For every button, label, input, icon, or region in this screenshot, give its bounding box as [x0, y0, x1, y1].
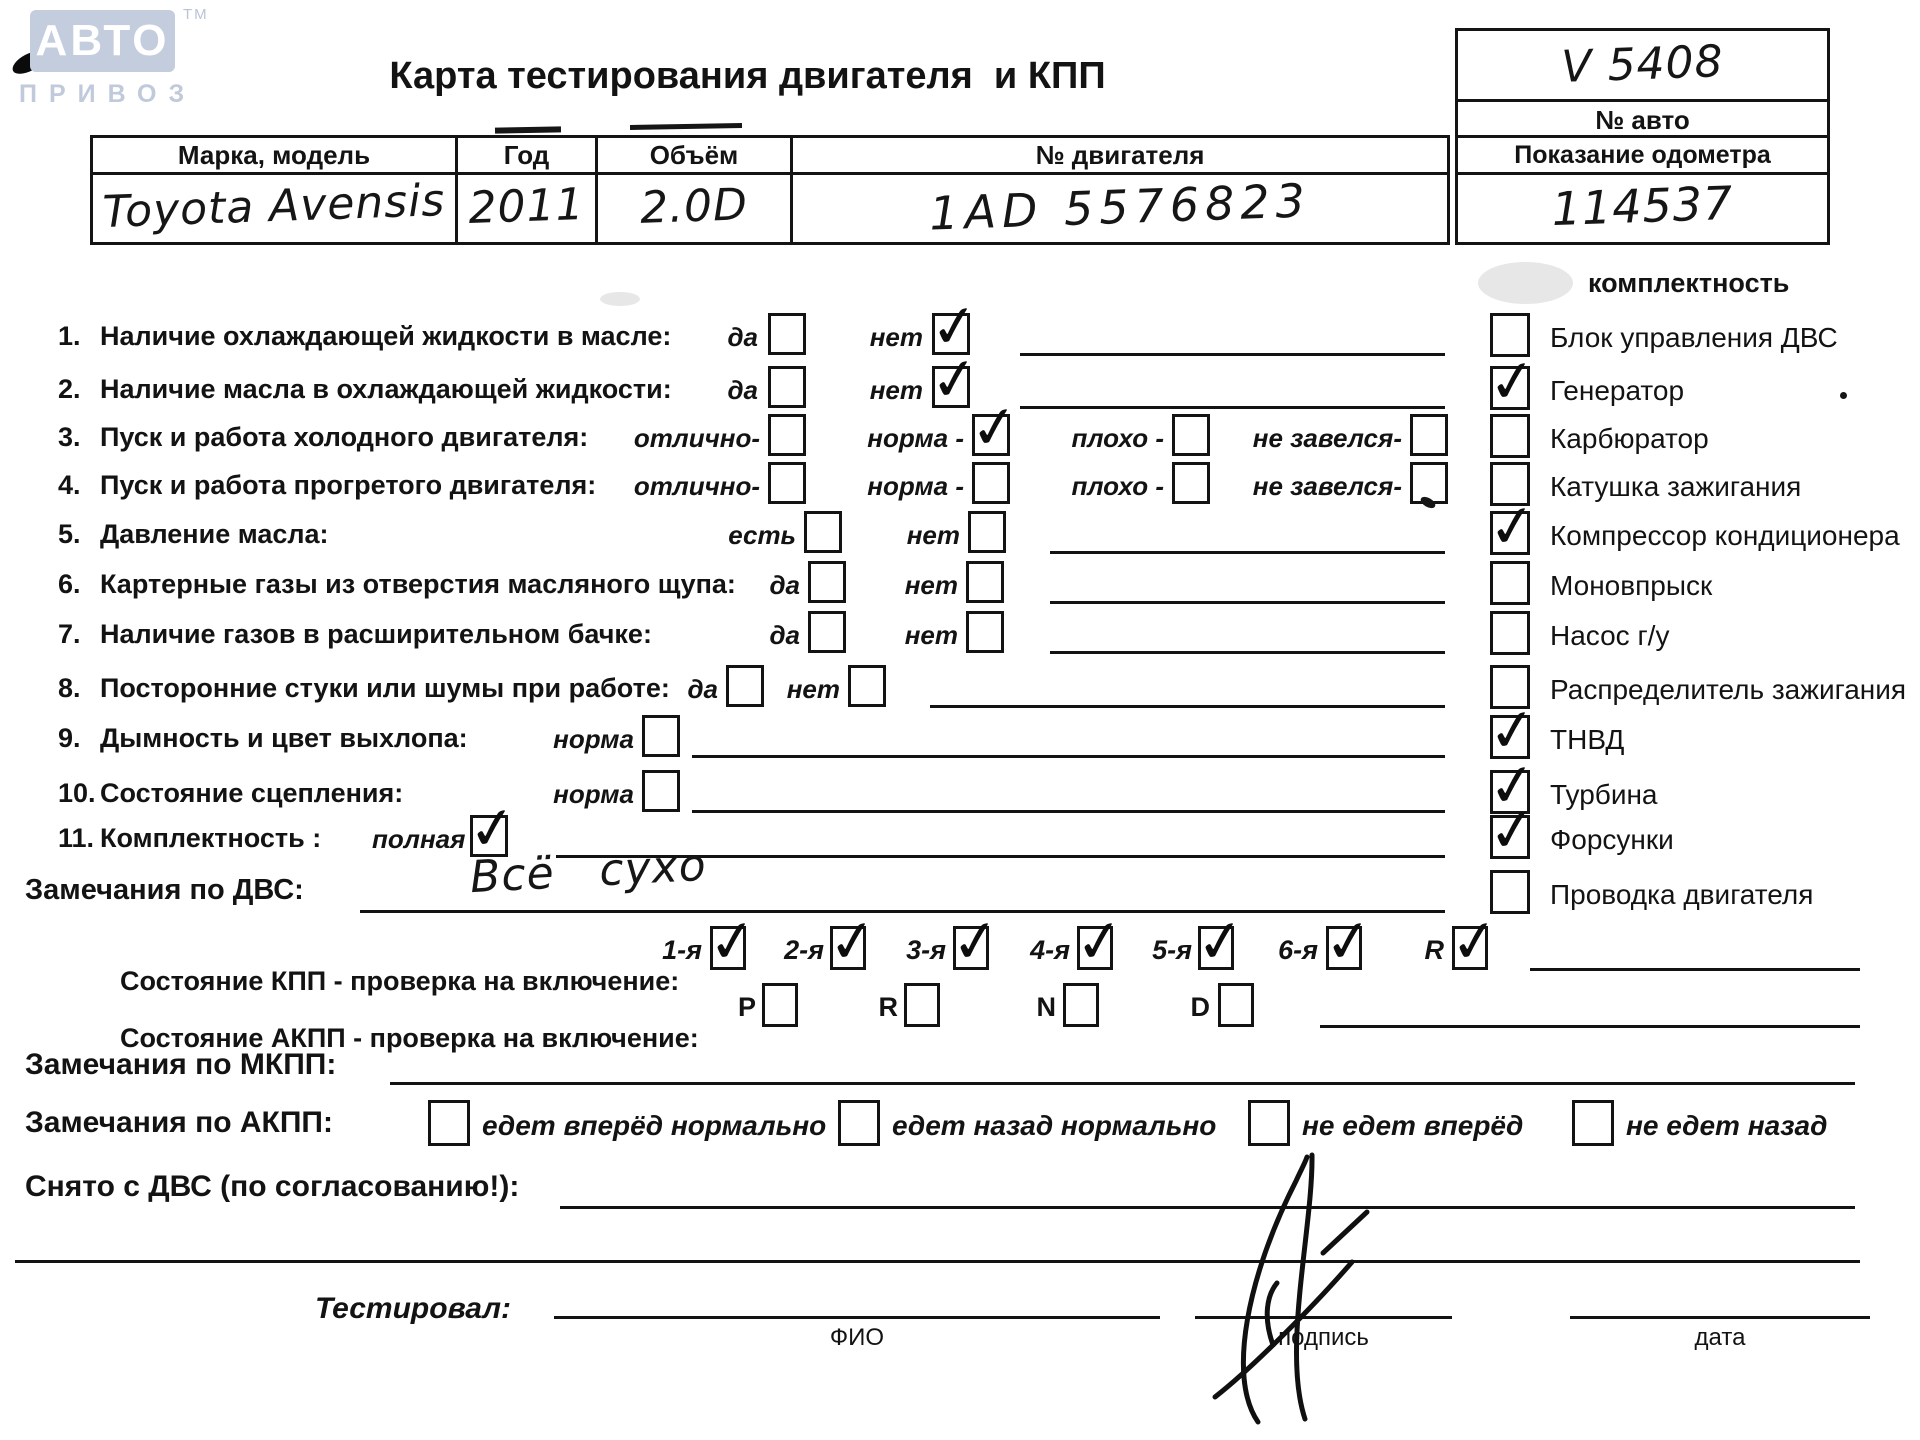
fio-label: ФИО: [829, 1324, 885, 1351]
engine-item-row: [0, 561, 1920, 609]
akpp-remarks-label: Замечания по АКПП:: [25, 1106, 333, 1139]
item9-norm-checkbox[interactable]: [642, 715, 680, 757]
item2-no-checkbox[interactable]: [932, 366, 970, 408]
komplektnost-heading: комплектность: [1588, 268, 1790, 298]
item-number: 5.: [58, 519, 81, 549]
gear-label: 6-я: [1278, 935, 1318, 965]
akpp-note-line[interactable]: [1320, 1025, 1860, 1028]
col-header-obyom: Объём: [649, 140, 739, 170]
equipment-label: Форсунки: [1550, 824, 1674, 855]
item-number: 8.: [58, 673, 81, 703]
akpp-option-label: не едет вперёд: [1302, 1110, 1524, 1141]
dvs-remarks-handwriting: Всё сухо: [468, 839, 708, 904]
item7-no-checkbox[interactable]: [966, 611, 1004, 653]
item-label: Давление масла:: [100, 519, 329, 549]
item3-excellent-checkbox[interactable]: [768, 414, 806, 456]
item5-note-line[interactable]: [1050, 551, 1445, 554]
option-label: нет: [904, 620, 958, 650]
god-value: 2011: [467, 178, 586, 235]
date-label: дата: [1694, 1324, 1746, 1351]
equipment-label: Насос г/у: [1550, 620, 1670, 651]
option-label: норма: [553, 779, 634, 809]
gear-label: N: [1036, 992, 1056, 1022]
scan-smudge: [1478, 262, 1573, 304]
akpp-D-checkbox[interactable]: [1218, 983, 1254, 1027]
item-label: Наличие газов в расширительном бачке:: [100, 619, 652, 649]
option-label: да: [769, 620, 800, 650]
signature-label: подпись: [1278, 1324, 1369, 1351]
option-label: нет: [869, 375, 923, 405]
akpp-label: Состояние АКПП: [120, 1023, 346, 1053]
engine-item-row: [0, 611, 1920, 659]
item-number: 9.: [58, 723, 81, 753]
engine-no-value: 1AD 5576823: [928, 173, 1312, 241]
logo-word-privoz: ПРИВОЗ: [19, 80, 197, 108]
item6-no-checkbox[interactable]: [966, 561, 1004, 603]
logo-word-avto: АВТО: [30, 10, 175, 72]
gear-label: 3-я: [906, 935, 946, 965]
item4-bad-checkbox[interactable]: [1172, 462, 1210, 504]
separator-line: [15, 1260, 1860, 1263]
option-label: полная: [372, 824, 466, 854]
divider: [1458, 99, 1827, 102]
engine-item-row: [0, 462, 1920, 510]
engine-item-row: [0, 815, 1920, 863]
item-number: 6.: [58, 569, 81, 599]
gear-label: R: [878, 992, 898, 1022]
date-line[interactable]: [1570, 1316, 1870, 1319]
scan-artifact: [495, 126, 561, 133]
item5-no-checkbox[interactable]: [968, 511, 1006, 553]
option-label: норма -: [867, 423, 964, 453]
item-number: 10.: [58, 778, 96, 808]
equipment-label: Проводка двигателя: [1550, 879, 1814, 910]
option-label: да: [727, 322, 758, 352]
drives-backward-ok-checkbox[interactable]: [838, 1100, 880, 1146]
kpp-note-line[interactable]: [1530, 968, 1860, 971]
item-number: 1.: [58, 321, 81, 351]
vehicle-table: [90, 135, 1450, 245]
mkpp-remarks-line[interactable]: [390, 1082, 1855, 1085]
mkpp-remarks-row: [0, 1048, 1920, 1100]
item7-yes-checkbox[interactable]: [808, 611, 846, 653]
kpp-label: Состояние КПП: [120, 966, 327, 996]
no-backward-checkbox[interactable]: [1572, 1100, 1614, 1146]
equipment-label: Карбюратор: [1550, 423, 1709, 454]
divider: [1458, 135, 1827, 138]
item3-norm-checkbox[interactable]: [972, 414, 1010, 456]
option-label: нет: [869, 322, 923, 352]
gear-label: 5-я: [1152, 935, 1192, 965]
auto-number-value: V 5408: [1560, 36, 1725, 93]
item-number: 4.: [58, 470, 81, 500]
dvs-remarks-label: Замечания по ДВС:: [25, 874, 304, 906]
engine-item-row: [0, 715, 1920, 763]
akpp-P-checkbox[interactable]: [762, 983, 798, 1027]
item3-nostart-checkbox[interactable]: [1410, 414, 1448, 456]
option-label: плохо -: [1071, 471, 1164, 501]
gear-6-checkbox[interactable]: [1326, 926, 1362, 970]
option-label: отлично-: [633, 471, 760, 501]
option-label: нет: [786, 674, 840, 704]
gear-3-checkbox[interactable]: [953, 926, 989, 970]
tested-by-label: Тестировал:: [315, 1292, 511, 1325]
col-header-engine-no: № двигателя: [1035, 140, 1205, 170]
gear-5-checkbox[interactable]: [1198, 926, 1234, 970]
engine-item-row: [0, 366, 1920, 414]
odometer-value: 114537: [1550, 175, 1735, 237]
akpp-option-label: не едет назад: [1626, 1110, 1828, 1141]
engine-item-row: [0, 665, 1920, 713]
item8-yes-checkbox[interactable]: [726, 665, 764, 707]
item6-yes-checkbox[interactable]: [808, 561, 846, 603]
item-label: Пуск и работа холодного двигателя:: [100, 422, 589, 452]
scan-artifact: [630, 123, 742, 130]
equipment-label: ТНВД: [1550, 724, 1625, 755]
akpp-remarks-row: [0, 1100, 1920, 1152]
col-header-god: Год: [503, 140, 550, 170]
gear-R-checkbox[interactable]: [1452, 926, 1488, 970]
akpp-option-label: едет назад нормально: [892, 1110, 1217, 1141]
item-label: Посторонние стуки или шумы при работе:: [100, 673, 670, 703]
item3-bad-checkbox[interactable]: [1172, 414, 1210, 456]
item-number: 3.: [58, 422, 81, 452]
item-number: 2.: [58, 374, 81, 404]
equipment-label: Блок управления ДВС: [1550, 322, 1838, 353]
option-label: отлично-: [633, 423, 760, 453]
equipment-label: Моновпрыск: [1550, 570, 1713, 601]
item5-yes-checkbox[interactable]: [804, 511, 842, 553]
kpp-check-row: [0, 926, 1920, 996]
equipment-label: Турбина: [1550, 779, 1658, 810]
gear-label: R: [1424, 935, 1444, 965]
option-label: нет: [906, 520, 960, 550]
equipment-label: Генератор: [1550, 375, 1685, 406]
akpp-label-rest: - проверка на включение:: [345, 1023, 699, 1053]
option-label: не завелся-: [1252, 423, 1402, 453]
item-number: 11.: [58, 823, 95, 853]
fio-line[interactable]: [554, 1316, 1160, 1319]
item2-note-line[interactable]: [1020, 406, 1445, 409]
item-number: 7.: [58, 619, 81, 649]
item6-note-line[interactable]: [1050, 601, 1445, 604]
gear-1-checkbox[interactable]: [710, 926, 746, 970]
option-label: не завелся-: [1252, 471, 1402, 501]
item1-yes-checkbox[interactable]: [768, 313, 806, 355]
item4-excellent-checkbox[interactable]: [768, 462, 806, 504]
option-label: норма: [553, 724, 634, 754]
drives-forward-ok-checkbox[interactable]: [428, 1100, 470, 1146]
gear-label: 4-я: [1030, 935, 1070, 965]
item-label: Дымность и цвет выхлопа:: [100, 723, 468, 753]
item1-note-line[interactable]: [1020, 353, 1445, 356]
equipment-label: Распределитель зажигания: [1550, 674, 1907, 705]
item-label: Комплектность :: [100, 823, 322, 853]
col-header-marka: Марка, модель: [177, 140, 371, 170]
gear-label: 2-я: [784, 935, 824, 965]
option-label: да: [687, 674, 718, 704]
item7-note-line[interactable]: [1050, 651, 1445, 654]
page-title: Карта тестирования двигателя и КПП: [389, 55, 1106, 97]
engine-item-row: [0, 511, 1920, 559]
option-label: есть: [728, 520, 796, 550]
odometer-header: Показание одометра: [1514, 141, 1771, 169]
equipment-label: Компрессор кондиционера: [1550, 520, 1900, 551]
signature-scribble: [1155, 1135, 1455, 1430]
gear-label: P: [737, 992, 756, 1022]
obyom-value: 2.0D: [639, 179, 749, 234]
option-label: да: [727, 375, 758, 405]
item8-no-checkbox[interactable]: [848, 665, 886, 707]
item-label: Состояние сцепления:: [100, 778, 404, 808]
gear-label: 1-я: [662, 935, 702, 965]
option-label: нет: [904, 570, 958, 600]
akpp-R-checkbox[interactable]: [904, 983, 940, 1027]
dvs-remarks-line[interactable]: [360, 910, 1445, 913]
scan-smudge: [600, 292, 640, 306]
auto-number-box: [1455, 28, 1830, 245]
gear-4-checkbox[interactable]: [1077, 926, 1113, 970]
marka-value: Toyota Avensis: [101, 175, 447, 238]
avtoprivoz-logo: [19, 6, 255, 131]
item2-yes-checkbox[interactable]: [768, 366, 806, 408]
logo-tm-mark: ТМ: [183, 6, 209, 23]
engine-item-row: [0, 414, 1920, 462]
akpp-check-row: [0, 983, 1920, 1053]
auto-number-label: № авто: [1595, 105, 1690, 135]
akpp-N-checkbox[interactable]: [1063, 983, 1099, 1027]
kpp-label-rest: - проверка на включение:: [326, 966, 680, 996]
item-label: Пуск и работа прогретого двигателя:: [100, 470, 597, 500]
option-label: норма -: [867, 471, 964, 501]
option-label: плохо -: [1071, 423, 1164, 453]
item9-note-line[interactable]: [692, 755, 1445, 758]
scan-artifact: [1840, 392, 1847, 399]
item-label: Наличие масла в охлаждающей жидкости:: [100, 374, 672, 404]
mkpp-remarks-label: Замечания по МКПП:: [25, 1048, 337, 1081]
equipment-label: Катушка зажигания: [1550, 471, 1802, 502]
item-label: Наличие охлаждающей жидкости в масле:: [100, 321, 672, 351]
removed-row: [0, 1170, 1920, 1222]
item10-note-line[interactable]: [692, 810, 1445, 813]
gear-2-checkbox[interactable]: [830, 926, 866, 970]
option-label: да: [769, 570, 800, 600]
akpp-option-label: едет вперёд нормально: [482, 1110, 827, 1141]
item-label: Картерные газы из отверстия масляного щупа:: [100, 569, 736, 599]
item10-norm-checkbox[interactable]: [642, 770, 680, 812]
removed-label: Снято с ДВС (по согласованию!):: [25, 1170, 520, 1203]
item8-note-line[interactable]: [930, 705, 1445, 708]
gear-label: D: [1190, 992, 1210, 1022]
engine-item-row: [0, 770, 1920, 818]
item4-norm-checkbox[interactable]: [972, 462, 1010, 504]
